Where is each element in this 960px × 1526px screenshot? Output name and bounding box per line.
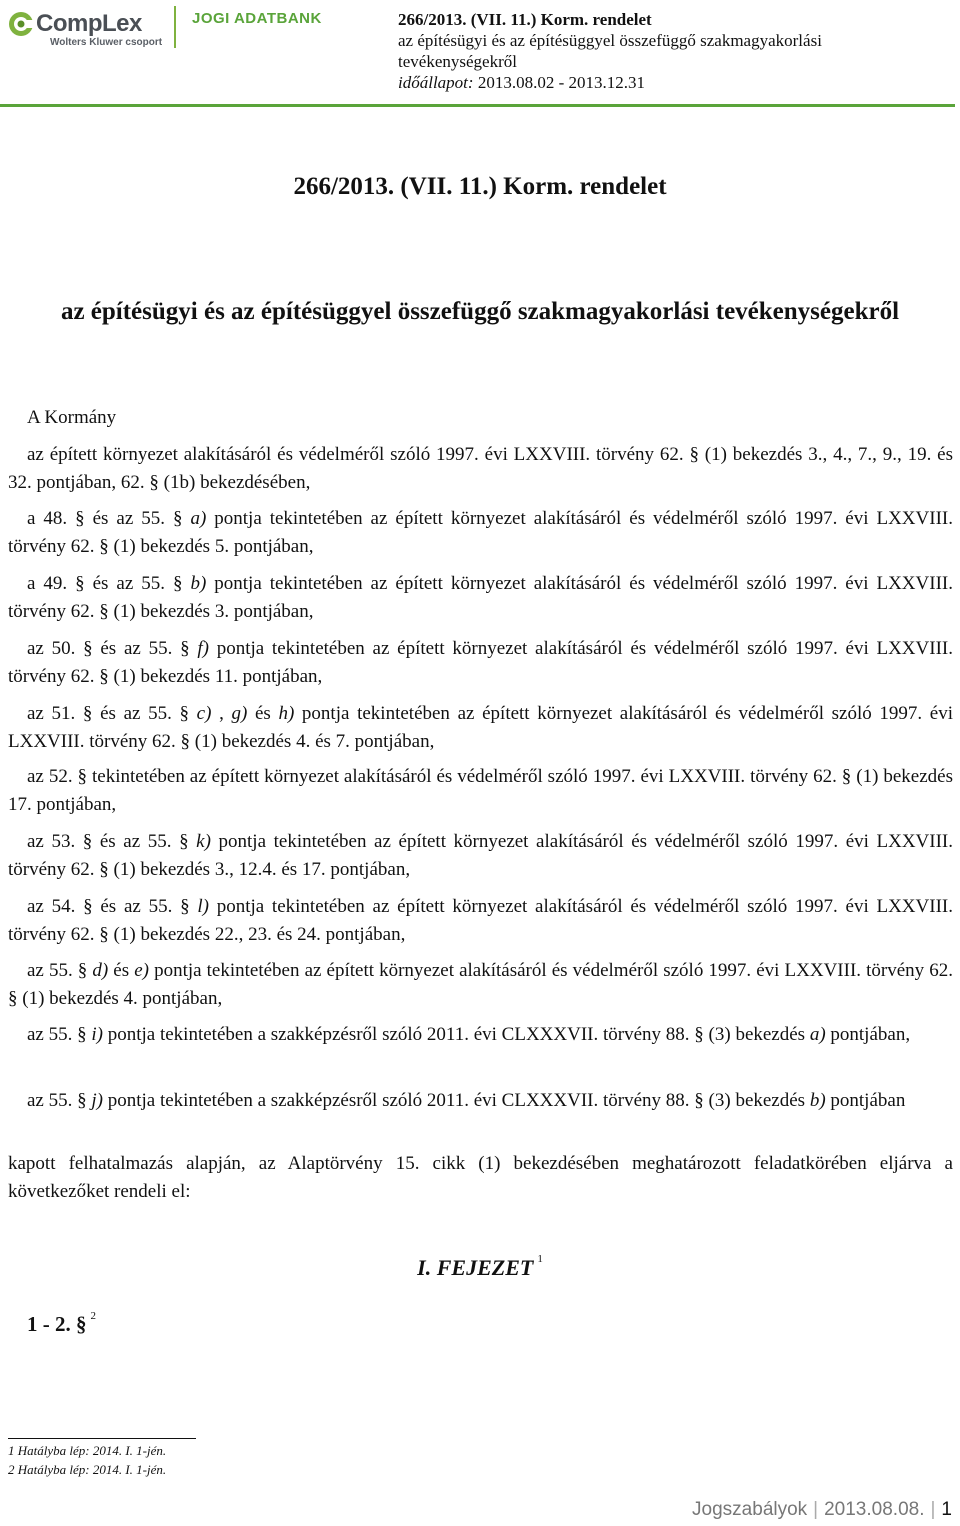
footnote-divider: [8, 1438, 196, 1439]
footnote-ref-2[interactable]: 2: [90, 1310, 96, 1322]
paragraph-49: a 49. § és az 55. § b) pontja tekintetében az épített környezet alakításáról és védelméről szóló 1997. évi LXXVIII. törvény 62. § (1) bekezdés 3. pontjában,: [8, 573, 953, 622]
section-heading: 1 - 2. § $^2$: [27, 1310, 96, 1336]
paragraph-50: az 50. § és az 55. § f) pontja tekintetében az épített környezet alakításáról és védelméről szóló 1997. évi LXXVIII. törvény 62. § (1) bekezdés 11. pontjában,: [8, 638, 953, 687]
document-title: 266/2013. (VII. 11.) Korm. rendelet: [293, 173, 667, 200]
header-time-state: [398, 72, 958, 93]
paragraph-51: az 51. § és az 55. § c) , g) és h) pontja tekintetében az épített környezet alakításáról és védelméről szóló 1997. évi LXXVIII. törvény 62. § (1) bekezdés 4. és 7. pontjában,: [8, 703, 954, 752]
chapter-heading: I. FEJEZET $^1$: [417, 1253, 543, 1280]
footnote-1: 1 Hatályba lép: 2014. I. 1-jén.: [8, 1443, 167, 1458]
header-doc-subtitle-line-1: az építésügyi és az építésüggyel összefüggő szakmagyakorlási: [398, 31, 822, 50]
header-rule: [0, 104, 955, 107]
header-doc-subtitle-line-2: tevékenységekről: [398, 52, 517, 71]
complex-logo-icon: [8, 11, 34, 37]
paragraph-52: az 52. § tekintetében az épített környezet alakításáról és védelméről szóló 1997. évi LXXVIII. törvény 62. § (1) bekezdés 17. pontjában,: [8, 766, 953, 815]
footnote-2: 2 Hatályba lép: 2014. I. 1-jén.: [8, 1462, 167, 1477]
paragraph-55-i: az 55. § i) pontja tekintetében a szakképzésről szóló 2011. évi CLXXXVII. törvény 88. § (3) bekezdés a) pontjában,: [27, 1024, 911, 1045]
document-subtitle: az építésügyi és az építésüggyel összefüggő szakmagyakorlási tevékenységekről: [60, 298, 900, 325]
footer-date: 2013.08.08.: [824, 1499, 925, 1520]
footer-separator: |: [813, 1499, 819, 1520]
header-doc-title: 266/2013. (VII. 11.) Korm. rendelet: [398, 10, 652, 29]
issuer: A Kormány: [27, 407, 117, 428]
complex-logo-subtitle: Wolters Kluwer csoport: [50, 37, 163, 48]
closing-paragraph: kapott felhatalmazás alapján, az Alaptörvény 15. cikk (1) bekezdésében meghatározott feladatkörében eljárva a következőket rendeli el:: [8, 1153, 953, 1202]
complex-logo-name: CompLex: [36, 10, 142, 37]
footer-source: Jogszabályok: [692, 1499, 808, 1520]
page-footer: [692, 1499, 952, 1521]
intro-paragraph: az épített környezet alakításáról és védelméről szóló 1997. évi LXXVIII. törvény 62. § (1) bekezdés 3., 4., 7., 9., 19. és 32. pontjában, 62. § (1b) bekezdésében,: [8, 444, 953, 493]
footer-separator: |: [930, 1499, 936, 1520]
header-divider: [174, 6, 176, 48]
time-state-label: időállapot:: [398, 73, 474, 92]
page-number: 1: [941, 1499, 952, 1520]
header-doc-info: [398, 9, 958, 93]
paragraph-55-j: az 55. § j) pontja tekintetében a szakképzésről szóló 2011. évi CLXXXVII. törvény 88. § (3) bekezdés b) pontjában: [27, 1090, 906, 1111]
page-header: [0, 0, 960, 110]
paragraph-55-d-e: az 55. § d) és e) pontja tekintetében az épített környezet alakításáról és védelméről szóló 1997. évi LXXVIII. törvény 62. § (1) bekezdés 4. pontjában,: [8, 960, 954, 1009]
paragraph-54: az 54. § és az 55. § l) pontja tekintetében az épített környezet alakításáról és védelméről szóló 1997. évi LXXVIII. törvény 62. § (1) bekezdés 22., 23. és 24. pontjában,: [8, 896, 953, 945]
paragraph-53: az 53. § és az 55. § k) pontja tekintetében az épített környezet alakításáról és védelméről szóló 1997. évi LXXVIII. törvény 62. § (1) bekezdés 3., 12.4. és 17. pontjában,: [8, 831, 953, 880]
complex-logo: [8, 8, 166, 50]
footnote-ref-1[interactable]: 1: [537, 1253, 543, 1265]
jogi-adatbank-logo: JOGI ADATBANK: [192, 10, 322, 27]
paragraph-48: a 48. § és az 55. § a) pontja tekintetében az épített környezet alakításáról és védelméről szóló 1997. évi LXXVIII. törvény 62. § (1) bekezdés 5. pontjában,: [8, 508, 953, 557]
time-state-value: 2013.08.02 - 2013.12.31: [473, 73, 645, 92]
